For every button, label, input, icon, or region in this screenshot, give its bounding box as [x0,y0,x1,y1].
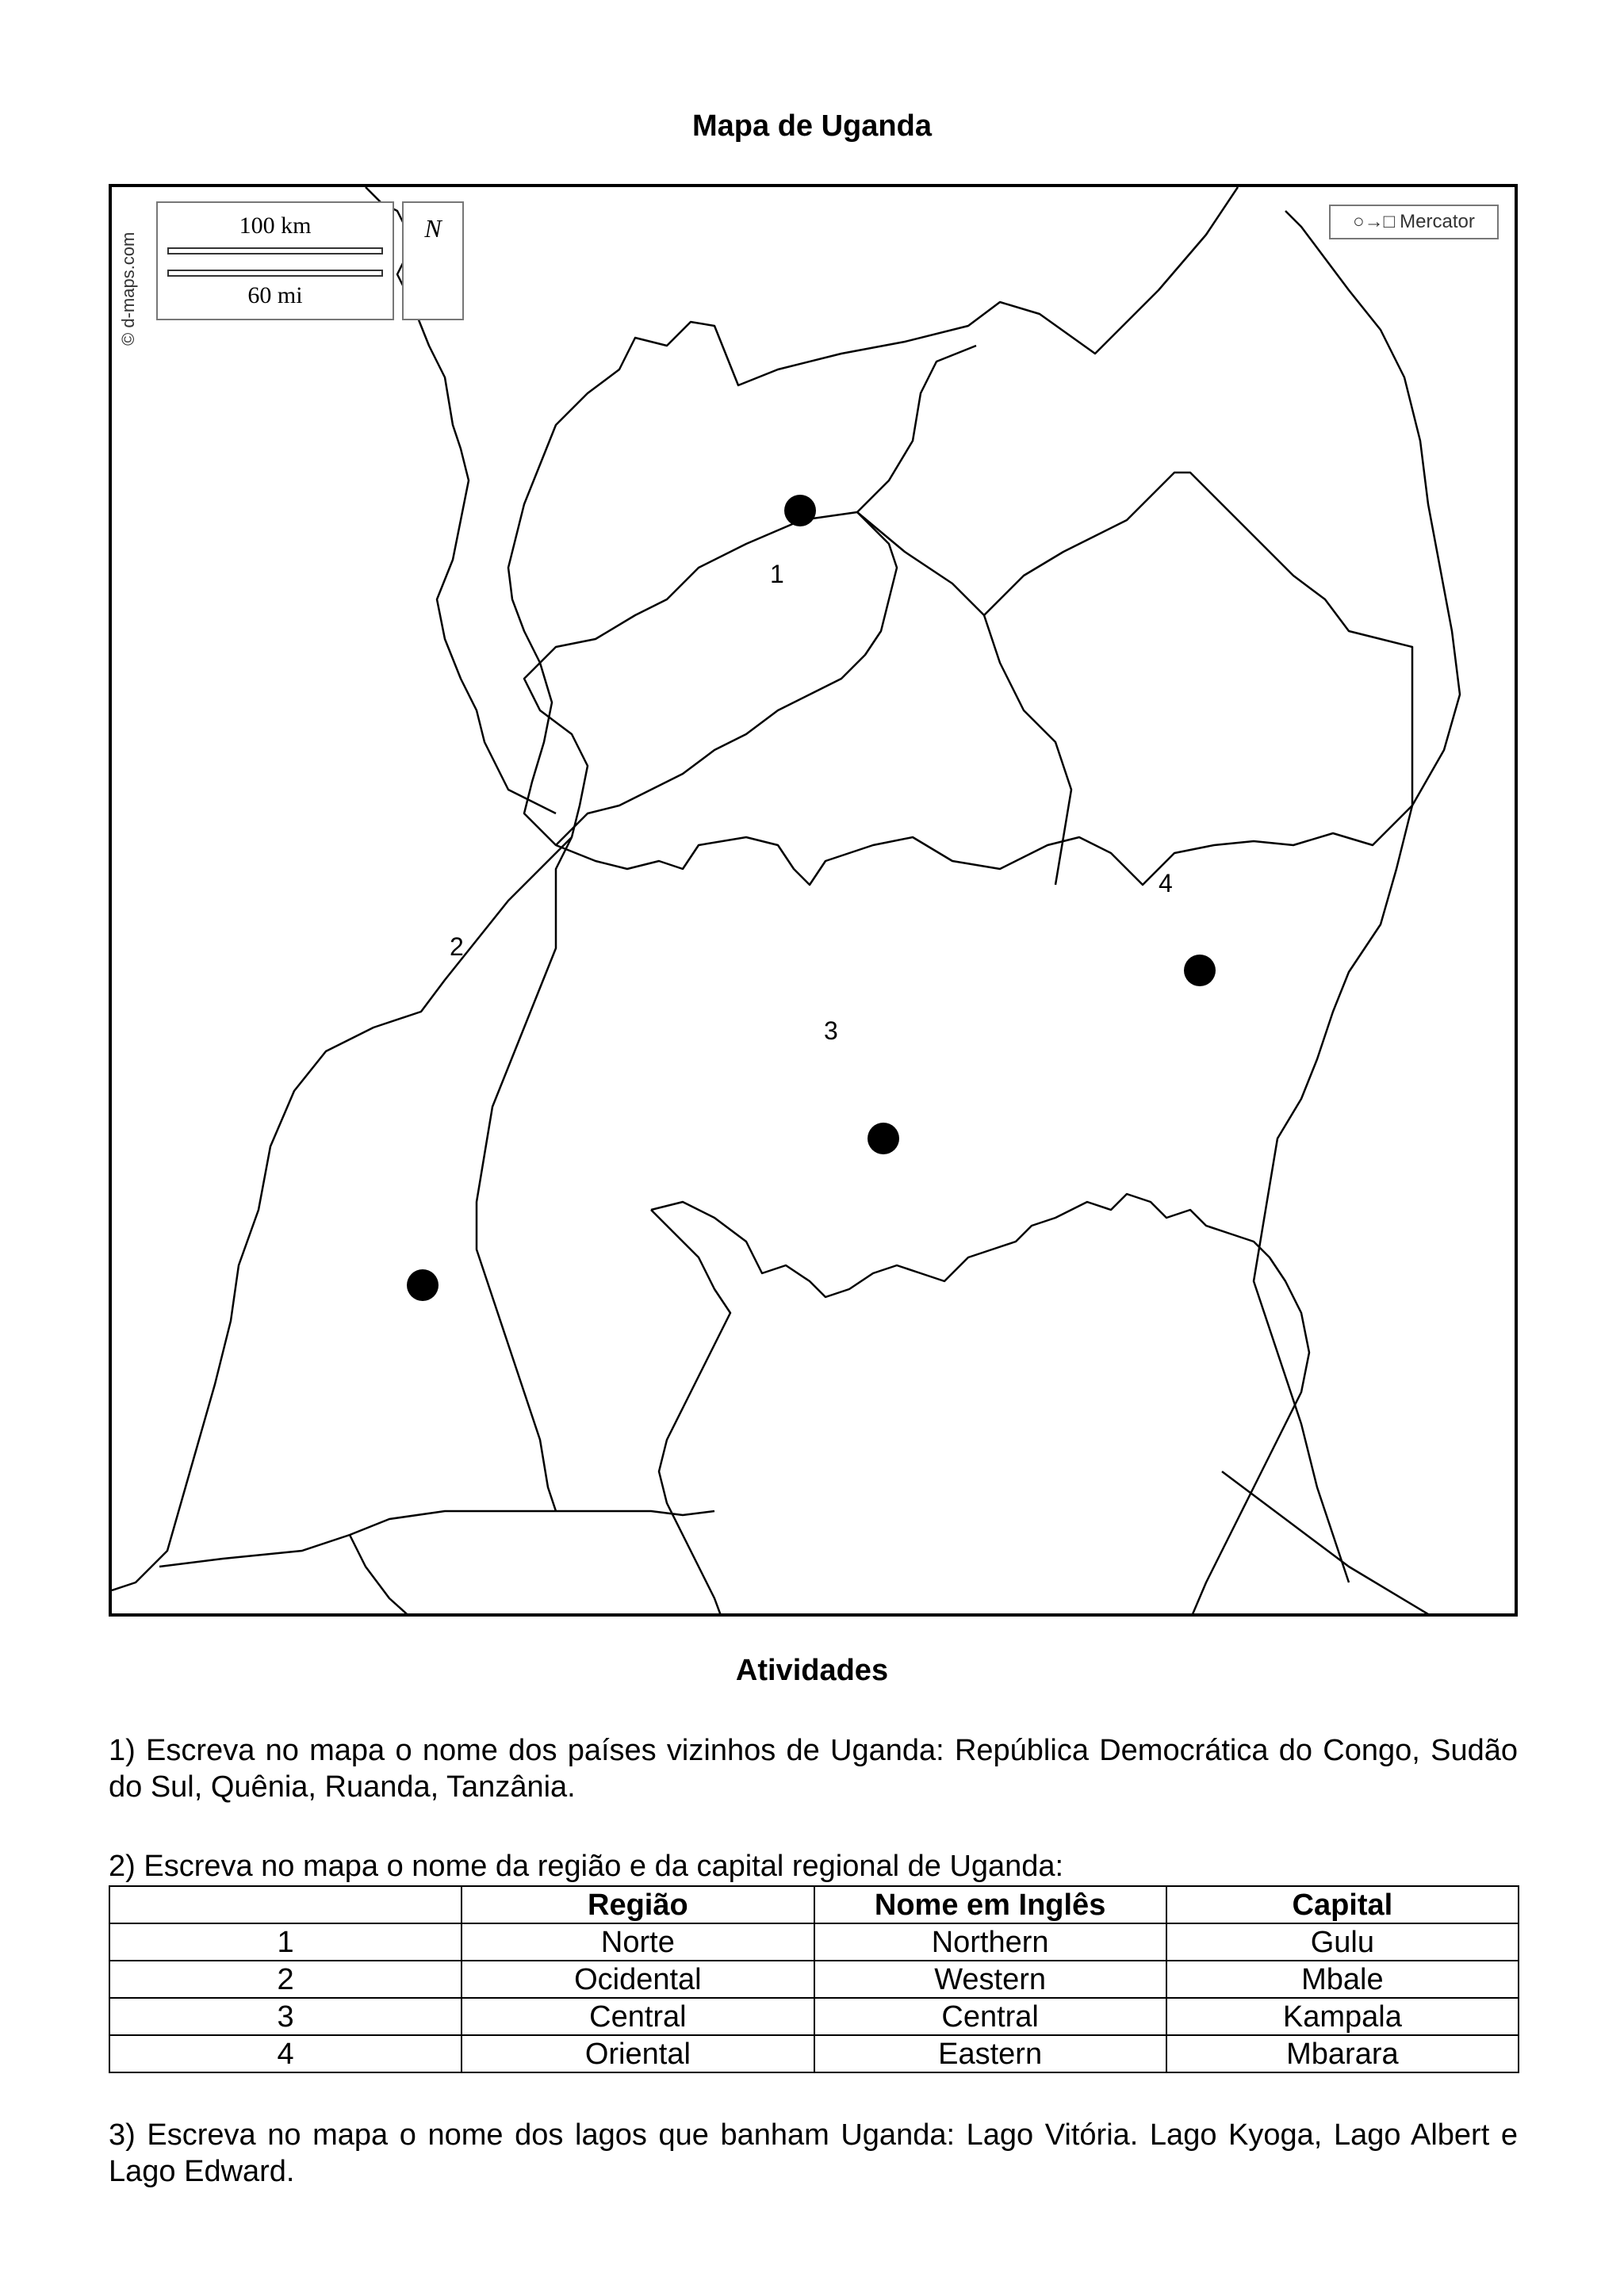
table-cell: Ocidental [462,1961,814,1998]
table-cell: 3 [109,1998,462,2035]
table-cell: Gulu [1166,1923,1519,1961]
border-rwanda-tanzania [159,1511,714,1567]
north-indicator [402,201,464,320]
scale-bar-mi [167,270,383,277]
region-number-4: 4 [1159,869,1173,897]
table-cell: Oriental [462,2035,814,2072]
border-region-1-east [857,346,976,512]
border-kenya-tanzania [1222,1471,1428,1614]
lake-victoria [651,1194,1309,1617]
table-header [109,1886,462,1923]
table-cell: Central [814,1998,1166,2035]
table-header: Região [462,1886,814,1923]
border-region-1 [556,512,897,845]
scale-bar [156,201,394,320]
table-row [109,1961,1519,1998]
table-cell: Western [814,1961,1166,1998]
regions-table [109,1885,1519,2073]
table-cell: Norte [462,1923,814,1961]
table-cell: Mbale [1166,1961,1519,1998]
table-cell: Eastern [814,2035,1166,2072]
table-cell: 1 [109,1923,462,1961]
border-region-3-4 [857,512,1071,885]
table-cell: Kampala [1166,1998,1519,2035]
projection-box [1329,205,1499,239]
question-1: 1) Escreva no mapa o nome dos países vizinhos de Uganda: República Democrática do Congo, Sudão do Sul, Quênia, Ruanda, Tanzânia. [109,1734,1518,1804]
border-region-4-north [984,473,1412,806]
border-rwanda [350,1535,413,1617]
projection-label: Mercator [1400,211,1475,232]
table-cell: Northern [814,1923,1166,1961]
border-region-2-3 [477,512,857,1511]
table-row [109,1998,1519,2035]
capital-dot-2 [407,1269,439,1301]
table-row [109,2035,1519,2072]
table-header-row [109,1886,1519,1923]
map-drawing [112,187,1518,1617]
table-cell: Central [462,1998,814,2035]
border-sudan-kenya [508,187,1460,885]
capital-dot-3 [868,1123,899,1154]
question-3: 3) Escreva no mapa o nome dos lagos que banham Uganda: Lago Vitória. Lago Kyoga, Lago Albert e Lago Edward. [109,2118,1518,2188]
region-number-3: 3 [824,1016,838,1045]
border-west-drc-2 [112,837,572,1590]
region-number-1: 1 [770,560,784,588]
table-row [109,1923,1519,1961]
scale-mi: 60 mi [247,282,303,308]
map-credit: © d-maps.com [118,232,138,346]
table-cell: 2 [109,1961,462,1998]
activities-heading: Atividades [735,1654,889,1687]
uganda-map [109,184,1518,1617]
projection-icon: ○→□ [1353,211,1396,232]
page-title: Mapa de Uganda [692,109,932,143]
table-header: Capital [1166,1886,1519,1923]
region-number-2: 2 [450,932,464,961]
scale-bar-km [167,247,383,254]
lake-victoria-west [651,1210,730,1617]
table-cell: 4 [109,2035,462,2072]
table-cell: Mbarara [1166,2035,1519,2072]
north-label: N [424,214,442,243]
border-east-kenya [1254,806,1412,1582]
capital-dot-1 [784,495,816,526]
table-header: Nome em Inglês [814,1886,1166,1923]
capital-dot-4 [1184,955,1216,986]
scale-km: 100 km [239,212,312,239]
question-2: 2) Escreva no mapa o nome da região e da capital regional de Uganda: [109,1850,1064,1883]
